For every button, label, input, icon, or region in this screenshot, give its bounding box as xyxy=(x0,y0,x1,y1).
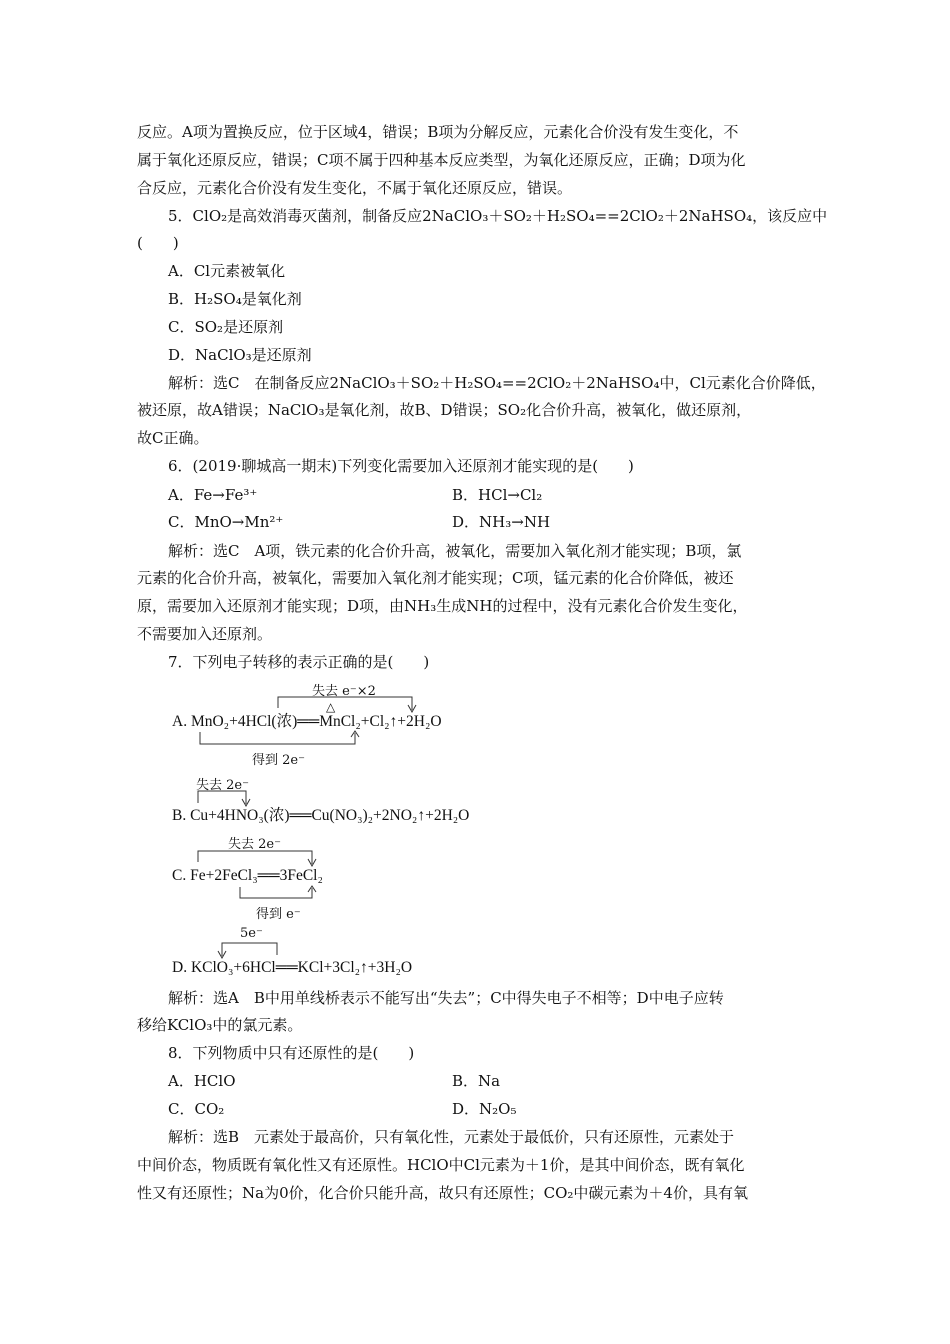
option-a: A．Cl元素被氧化 xyxy=(168,262,286,280)
explanation: 解析：选B 元素处于最高价，只有氧化性，元素处于最低价，只有还原性，元素处于 xyxy=(168,1128,735,1146)
explanation: 原，需要加入还原剂才能实现；D项，由NH₃生成NH的过程中，没有元素化合价发生变化， xyxy=(137,597,748,615)
question-6: 6．(2019·聊城高一期末)下列变化需要加入还原剂才能实现的是( ) xyxy=(168,457,634,475)
text-line: 合反应，元素化合价没有发生变化，不属于氧化还原反应，错误。 xyxy=(137,179,573,197)
equation-c: C. Fe+2FeCl₃══3FeCl₂ xyxy=(172,867,323,884)
text-line: 属于氧化还原反应，错误；C项不属于四种基本反应类型，为氧化还原反应，正确；D项为化 xyxy=(137,151,746,169)
bridge-label-top: 失去 2e⁻ xyxy=(196,778,249,793)
question-8: 8．下列物质中只有还原性的是( ) xyxy=(168,1044,415,1062)
bridge-label-top: 5e⁻ xyxy=(240,926,263,941)
explanation: 解析：选C A项，铁元素的化合价升高，被氧化，需要加入氧化剂才能实现；B项，氯 xyxy=(168,542,742,560)
question-5: 5．ClO₂是高效消毒灭菌剂，制备反应2NaClO₃＋SO₂＋H₂SO₄==2ClO₂＋2NaHSO₄，该反应中 xyxy=(168,207,828,225)
explanation: 移给KClO₃中的氯元素。 xyxy=(137,1016,303,1034)
bridge-label-bottom: 得到 2e⁻ xyxy=(252,753,305,768)
bridge-label-top: 失去 2e⁻ xyxy=(228,837,281,852)
explanation: 解析：选A B中用单线桥表示不能写出“失去”；C中得失电子不相等；D中电子应转 xyxy=(168,989,724,1007)
explanation: 性又有还原性；Na为0价，化合价只能升高，故只有还原性；CO₂中碳元素为＋4价，具有氧 xyxy=(137,1184,748,1202)
bridge-label-bottom: 得到 e⁻ xyxy=(256,907,301,922)
option-d: D．NH₃→NH xyxy=(452,513,551,531)
question-7: 7．下列电子转移的表示正确的是( ) xyxy=(168,653,430,671)
explanation: 解析：选C 在制备反应2NaClO₃＋SO₂＋H₂SO₄==2ClO₂＋2NaHSO₄中，Cl元素化合价降低， xyxy=(168,374,826,392)
explanation: 被还原，故A错误；NaClO₃是氧化剂，故B、D错误；SO₂化合价升高，被氧化，做还原剂， xyxy=(137,401,752,419)
option-c: C．CO₂ xyxy=(168,1100,225,1118)
equation-b: B. Cu+4HNO₃(浓)══Cu(NO₃)₂+2NO₂↑+2H₂O xyxy=(172,807,470,824)
text-line: 反应。A项为置换反应，位于区域4，错误；B项为分解反应，元素化合价没有发生变化，不 xyxy=(137,123,739,141)
equation-a: A. MnO₂+4HCl(浓)══MnCl₂+Cl₂↑+2H₂O xyxy=(172,713,442,730)
equation-d: D. KClO₃+6HCl══KCl+3Cl₂↑+3H₂O xyxy=(172,959,413,976)
answer-blank: ( ) xyxy=(137,234,179,252)
explanation: 中间价态，物质既有氧化性又有还原性。HClO中Cl元素为＋1价，是其中间价态，既有氧化 xyxy=(137,1156,745,1174)
option-c: C．MnO→Mn²⁺ xyxy=(168,513,284,531)
explanation: 元素的化合价升高，被氧化，需要加入氧化剂才能实现；C项，锰元素的化合价降低，被还 xyxy=(137,569,734,587)
option-a: A．HClO xyxy=(168,1072,236,1090)
heating-condition: △ xyxy=(326,700,336,714)
option-d: D．NaClO₃是还原剂 xyxy=(168,346,312,364)
option-b: B．H₂SO₄是氧化剂 xyxy=(168,290,302,308)
option-a: A．Fe→Fe³⁺ xyxy=(168,486,258,504)
option-b: B．Na xyxy=(452,1072,501,1090)
explanation: 故C正确。 xyxy=(137,429,209,447)
option-b: B．HCl→Cl₂ xyxy=(452,486,543,504)
option-d: D．N₂O₅ xyxy=(452,1100,517,1118)
option-c: C．SO₂是还原剂 xyxy=(168,318,284,336)
explanation: 不需要加入还原剂。 xyxy=(137,625,273,643)
bridge-label-top: 失去 e⁻×2 xyxy=(312,684,376,699)
